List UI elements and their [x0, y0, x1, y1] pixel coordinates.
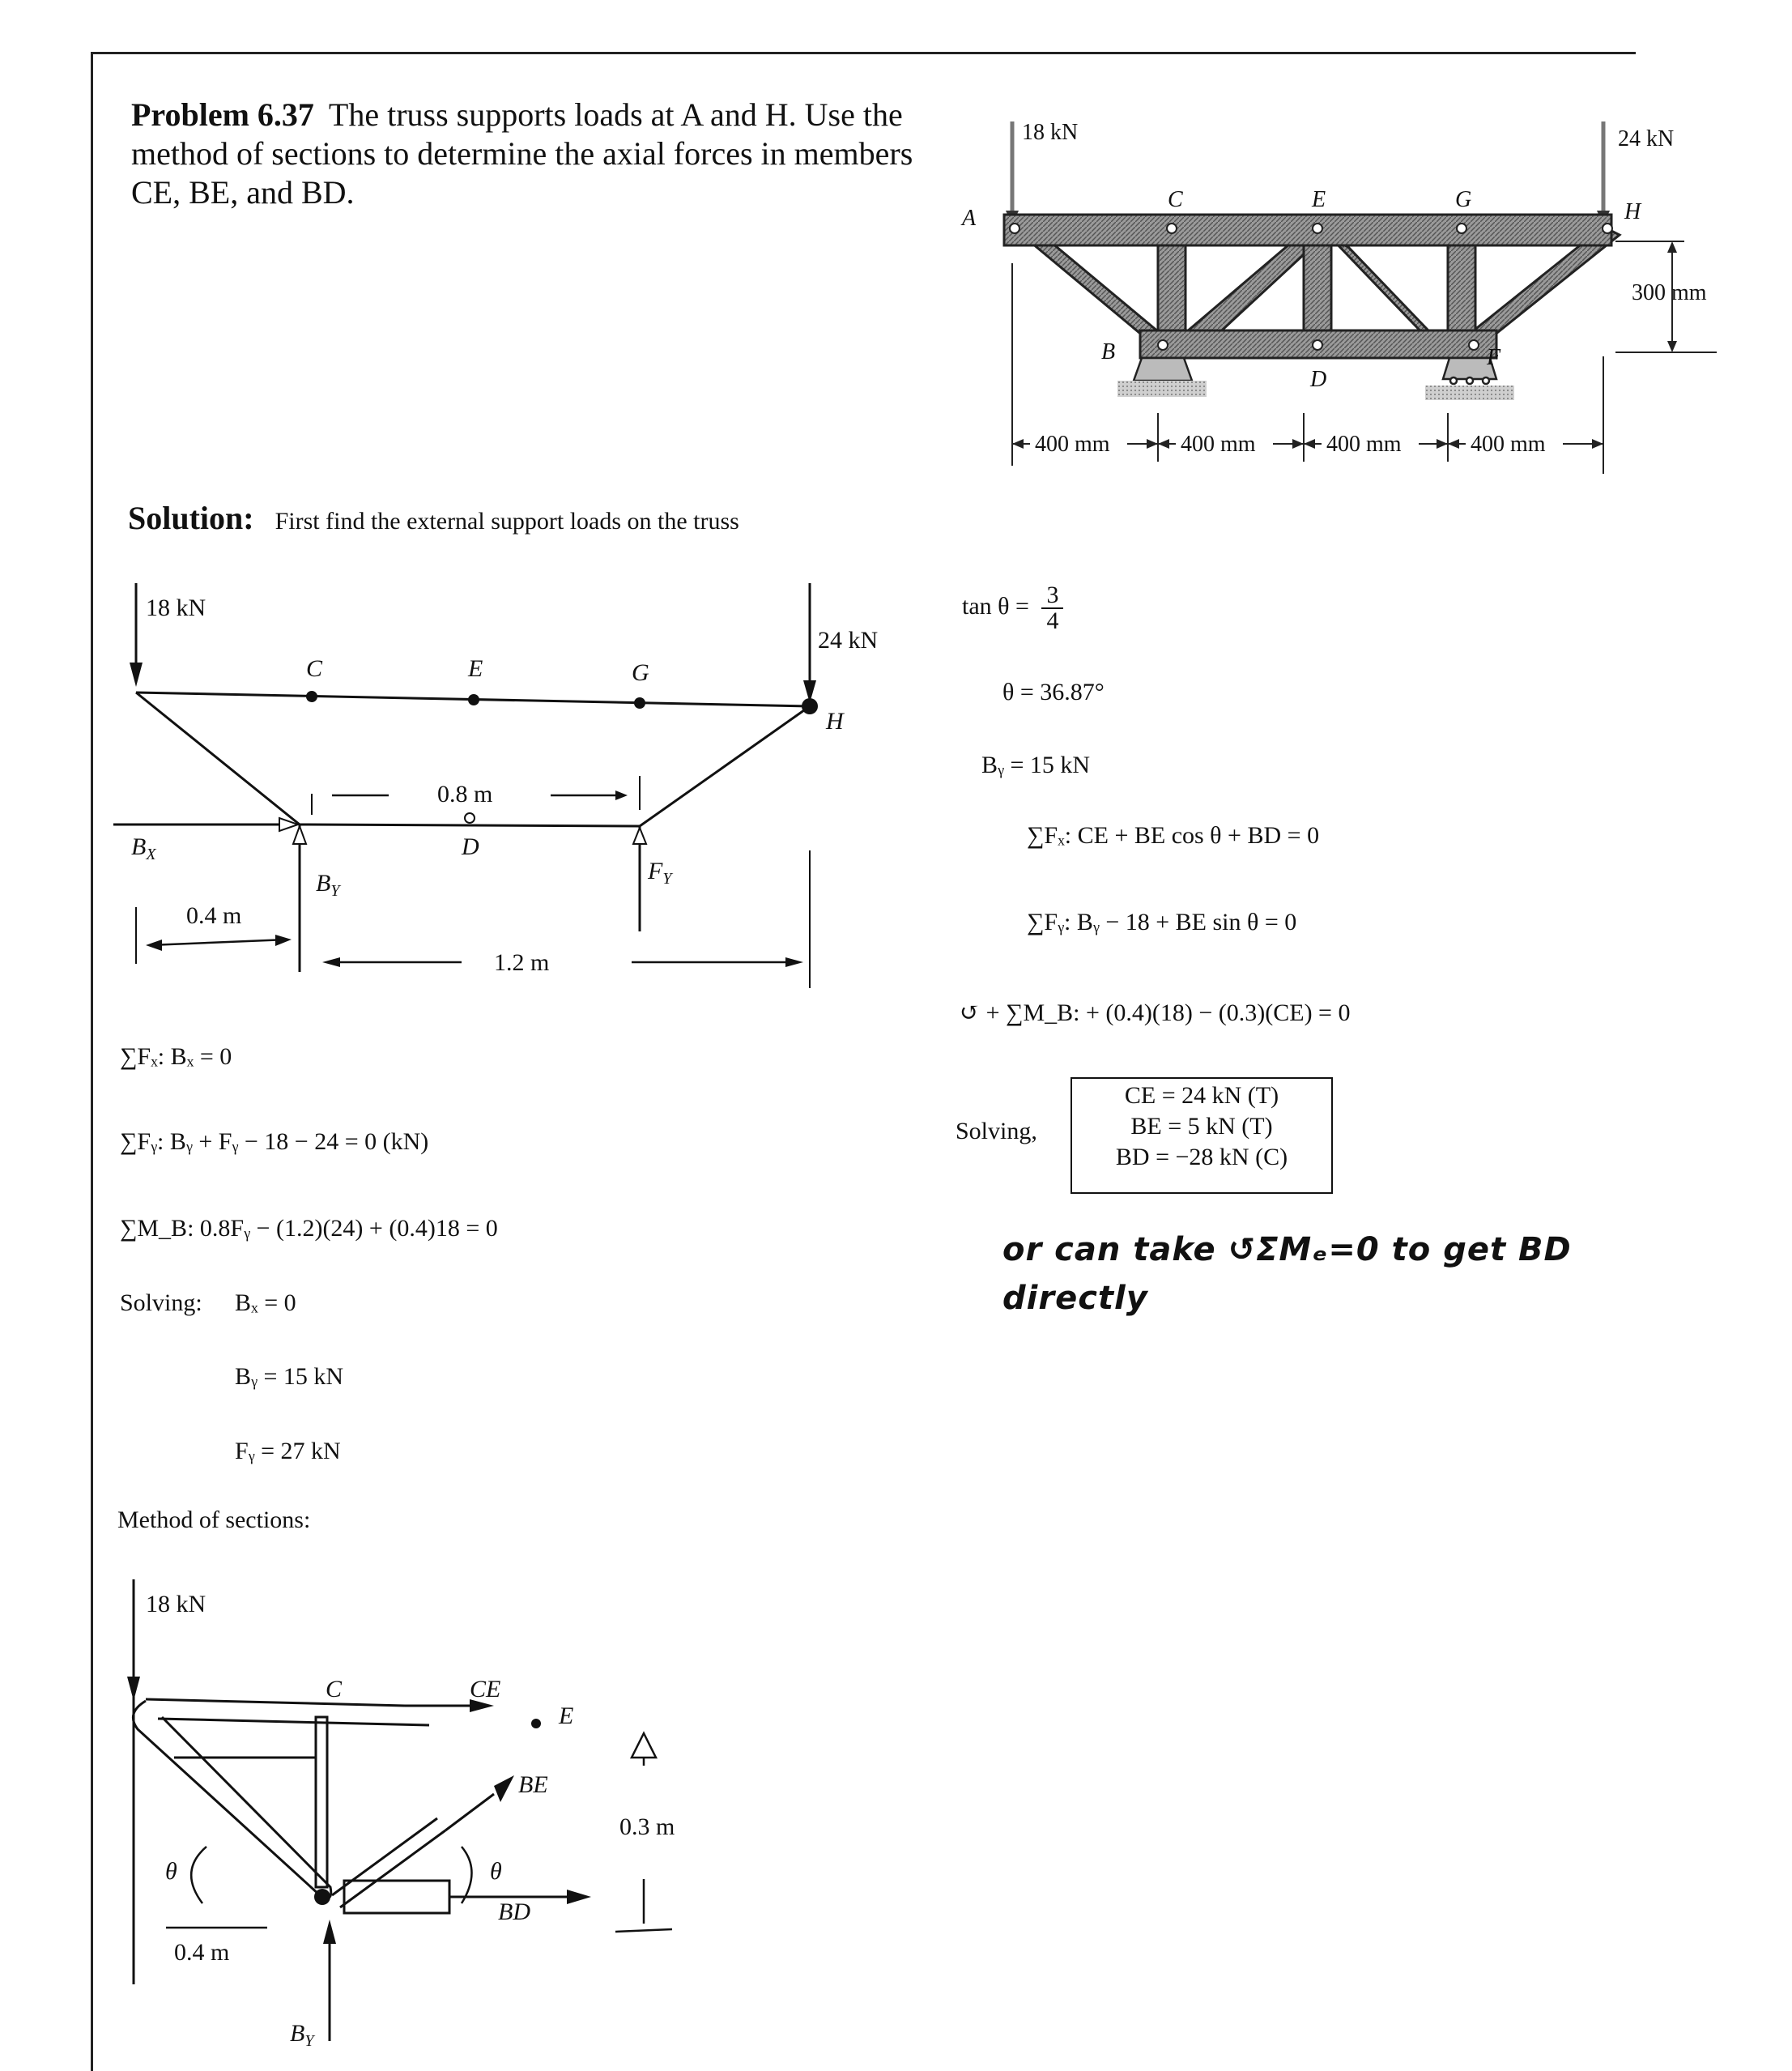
truss-label-h: H	[1624, 199, 1641, 224]
handwritten-note-line2: directly	[1002, 1280, 1148, 1317]
eq-sum-mb-left: ∑M_B: 0.8Fᵧ − (1.2)(24) + (0.4)18 = 0	[120, 1215, 498, 1242]
tan-theta-fraction	[1041, 583, 1063, 633]
fbd1-by: $B_Y$	[316, 870, 340, 900]
truss-label-g: G	[1455, 187, 1472, 212]
fbd1-label-e: E	[468, 655, 483, 682]
solving-label-left: Solving:	[120, 1289, 202, 1316]
truss-label-d: D	[1310, 367, 1327, 392]
solution-title: Solution:	[128, 500, 254, 536]
page-top-rule	[93, 52, 1636, 54]
truss-label-e: E	[1312, 187, 1326, 212]
fbd1-label-d: D	[462, 833, 479, 860]
eq-sum-fy-left: ∑Fᵧ: Bᵧ + Fᵧ − 18 − 24 = 0 (kN)	[120, 1128, 429, 1155]
truss-load-right: 24 kN	[1618, 126, 1675, 151]
fbd1-load-right: 24 kN	[818, 627, 879, 654]
eq-sum-fx-left: ∑Fₓ: Bₓ = 0	[120, 1043, 232, 1070]
truss-span-1: 400 mm	[1035, 432, 1110, 457]
tan-theta-numerator: 3	[1041, 583, 1063, 609]
eq-sum-fx-right: ∑Fₓ: CE + BE cos θ + BD = 0	[1027, 822, 1320, 849]
truss-span-3: 400 mm	[1326, 432, 1402, 457]
eq-theta-value: θ = 36.87°	[1002, 679, 1105, 705]
truss-figure	[956, 105, 1733, 502]
eq-by-value: Bᵧ = 15 kN	[981, 752, 1091, 778]
solution-heading	[128, 499, 739, 537]
result-bd: BD = −28 kN (C)	[1115, 1144, 1288, 1170]
fbd1-label-h: H	[826, 708, 844, 735]
fbd1-label-c: C	[306, 655, 323, 682]
problem-statement	[131, 96, 925, 212]
eq-sum-fy-right: ∑Fᵧ: Bᵧ − 18 + BE sin θ = 0	[1027, 909, 1297, 935]
fbd1-dim-12: 1.2 m	[494, 949, 550, 976]
fbd2-label-ce: CE	[470, 1676, 501, 1702]
result-ce: CE = 24 kN (T)	[1124, 1082, 1279, 1109]
fbd2-dim-04: 0.4 m	[174, 1939, 230, 1966]
tan-theta-lhs: tan θ =	[962, 592, 1029, 620]
fbd1-load-left: 18 kN	[146, 594, 206, 621]
fbd2-theta-left: θ	[165, 1858, 177, 1885]
eq-tan-theta	[962, 583, 1063, 633]
fbd2-theta-right: θ	[490, 1858, 502, 1885]
problem-title: Problem 6.37	[131, 96, 314, 133]
fbd-section	[113, 1563, 761, 2049]
truss-label-f: F	[1487, 345, 1501, 370]
handwritten-note-line1: or can take ↺ΣMₑ=0 to get BD	[1002, 1231, 1572, 1268]
results-box	[1071, 1077, 1333, 1194]
solution-intro: First find the external support loads on the truss	[275, 508, 739, 535]
fbd-external-loads	[113, 567, 907, 1004]
fbd2-dim-03: 0.3 m	[619, 1813, 675, 1840]
result-be: BE = 5 kN (T)	[1130, 1113, 1273, 1140]
page-left-rule	[91, 52, 93, 2071]
problem-text: The truss supports loads at A and H. Use the method of sections to determine the axial forces in members CE, BE, and BD.	[131, 96, 913, 211]
truss-label-a: A	[962, 206, 977, 231]
truss-load-left: 18 kN	[1022, 120, 1079, 145]
result-bx: Bₓ = 0	[235, 1289, 296, 1316]
tan-theta-denominator: 4	[1046, 607, 1059, 634]
eq-sum-mb-right: ↺ + ∑M_B: + (0.4)(18) − (0.3)(CE) = 0	[960, 999, 1351, 1026]
fbd2-by: $B_Y$	[290, 2020, 314, 2049]
method-of-sections-label: Method of sections:	[117, 1506, 311, 1533]
fbd2-load: 18 kN	[146, 1591, 206, 1617]
fbd1-bx: $B_X$	[131, 833, 156, 863]
fbd1-label-g: G	[632, 659, 649, 686]
truss-height-dim: 300 mm	[1632, 280, 1707, 305]
fbd2-label-be: BE	[518, 1771, 548, 1798]
fbd1-dim-08: 0.8 m	[437, 781, 493, 808]
truss-label-b: B	[1101, 339, 1116, 364]
truss-span-2: 400 mm	[1181, 432, 1256, 457]
fbd1-fy: $F_Y$	[648, 858, 672, 888]
truss-label-c: C	[1168, 187, 1183, 212]
result-fy: Fᵧ = 27 kN	[235, 1438, 341, 1464]
fbd1-dim-04: 0.4 m	[186, 902, 242, 929]
fbd2-label-e: E	[559, 1702, 574, 1729]
result-by: Bᵧ = 15 kN	[235, 1363, 344, 1390]
solving-label-right: Solving,	[956, 1118, 1037, 1144]
fbd2-label-bd: BD	[498, 1898, 530, 1925]
fbd2-label-c: C	[326, 1676, 343, 1702]
truss-span-4: 400 mm	[1471, 432, 1546, 457]
